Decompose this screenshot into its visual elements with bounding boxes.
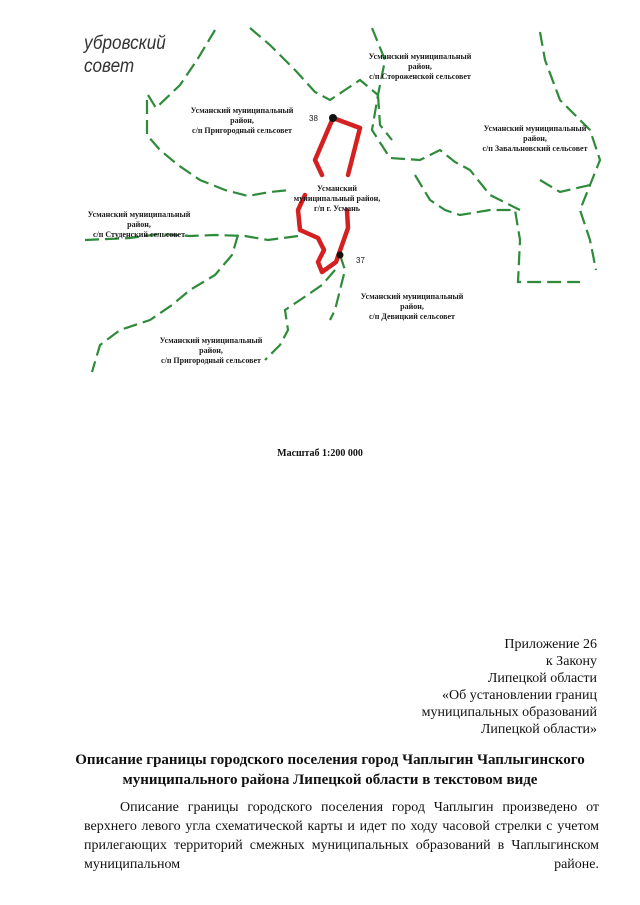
appendix-line: Липецкой области» [480,722,597,737]
region-label-devitsky: Усманский муниципальный район, с/п Девицкий сельсовет [360,292,464,321]
corner-region-label [84,32,166,78]
region-label-storozhevskoy: Усманский муниципальный район, с/п Стороженской сельсовет [368,52,472,81]
document-title [70,750,590,790]
appendix-line: «Об установлении границ [442,688,597,703]
appendix-line: муниципальных образований [421,705,597,720]
map-scale: Масштаб 1:200 000 [277,448,363,459]
corner-label-line: убровский [84,33,166,54]
boundary-line [378,95,392,140]
boundary-point-38 [329,114,337,122]
boundary-line [250,28,378,100]
point-label-37: 37 [356,256,365,265]
boundary-line [265,270,335,360]
boundary-line [540,180,590,192]
appendix-line: Приложение 26 [504,637,597,652]
region-label-usman-city: Усманский муниципальный район, г/п г. Усмань [293,184,381,213]
region-label-studensky: Усманский муниципальный район, с/п Студенский сельсовет [87,210,191,239]
region-label-prigorodny-bottom: Усманский муниципальный район, с/п Пригородный сельсовет [159,336,263,365]
boundary-line [415,175,580,282]
schematic-map [0,0,640,380]
title-line: муниципального района Липецкой области в текстовом виде [122,772,538,788]
corner-label-line: совет [84,56,135,77]
appendix-line: к Закону [545,654,597,669]
title-line: Описание границы городского поселения город Чаплыгин Чаплыгинского [75,752,585,768]
region-label-prigorodny-top: Усманский муниципальный район, с/п Пригородный сельсовет [190,106,294,135]
document-body-paragraph: Описание границы городского поселения город Чаплыгин произведено от верхнего левого угла схематической карты и идет по ходу часовой стрелки с учетом прилегающих территорий смежных муниципальных образований в Чаплыгинском муниципальном районе. [84,800,599,872]
appendix-header [422,636,597,738]
appendix-line: Липецкой области [487,671,597,686]
region-label-zavalnovsky: Усманский муниципальный район, с/п Завальновский сельсовет [482,124,588,153]
point-label-38: 38 [309,114,318,123]
boundary-point-37 [337,252,344,259]
